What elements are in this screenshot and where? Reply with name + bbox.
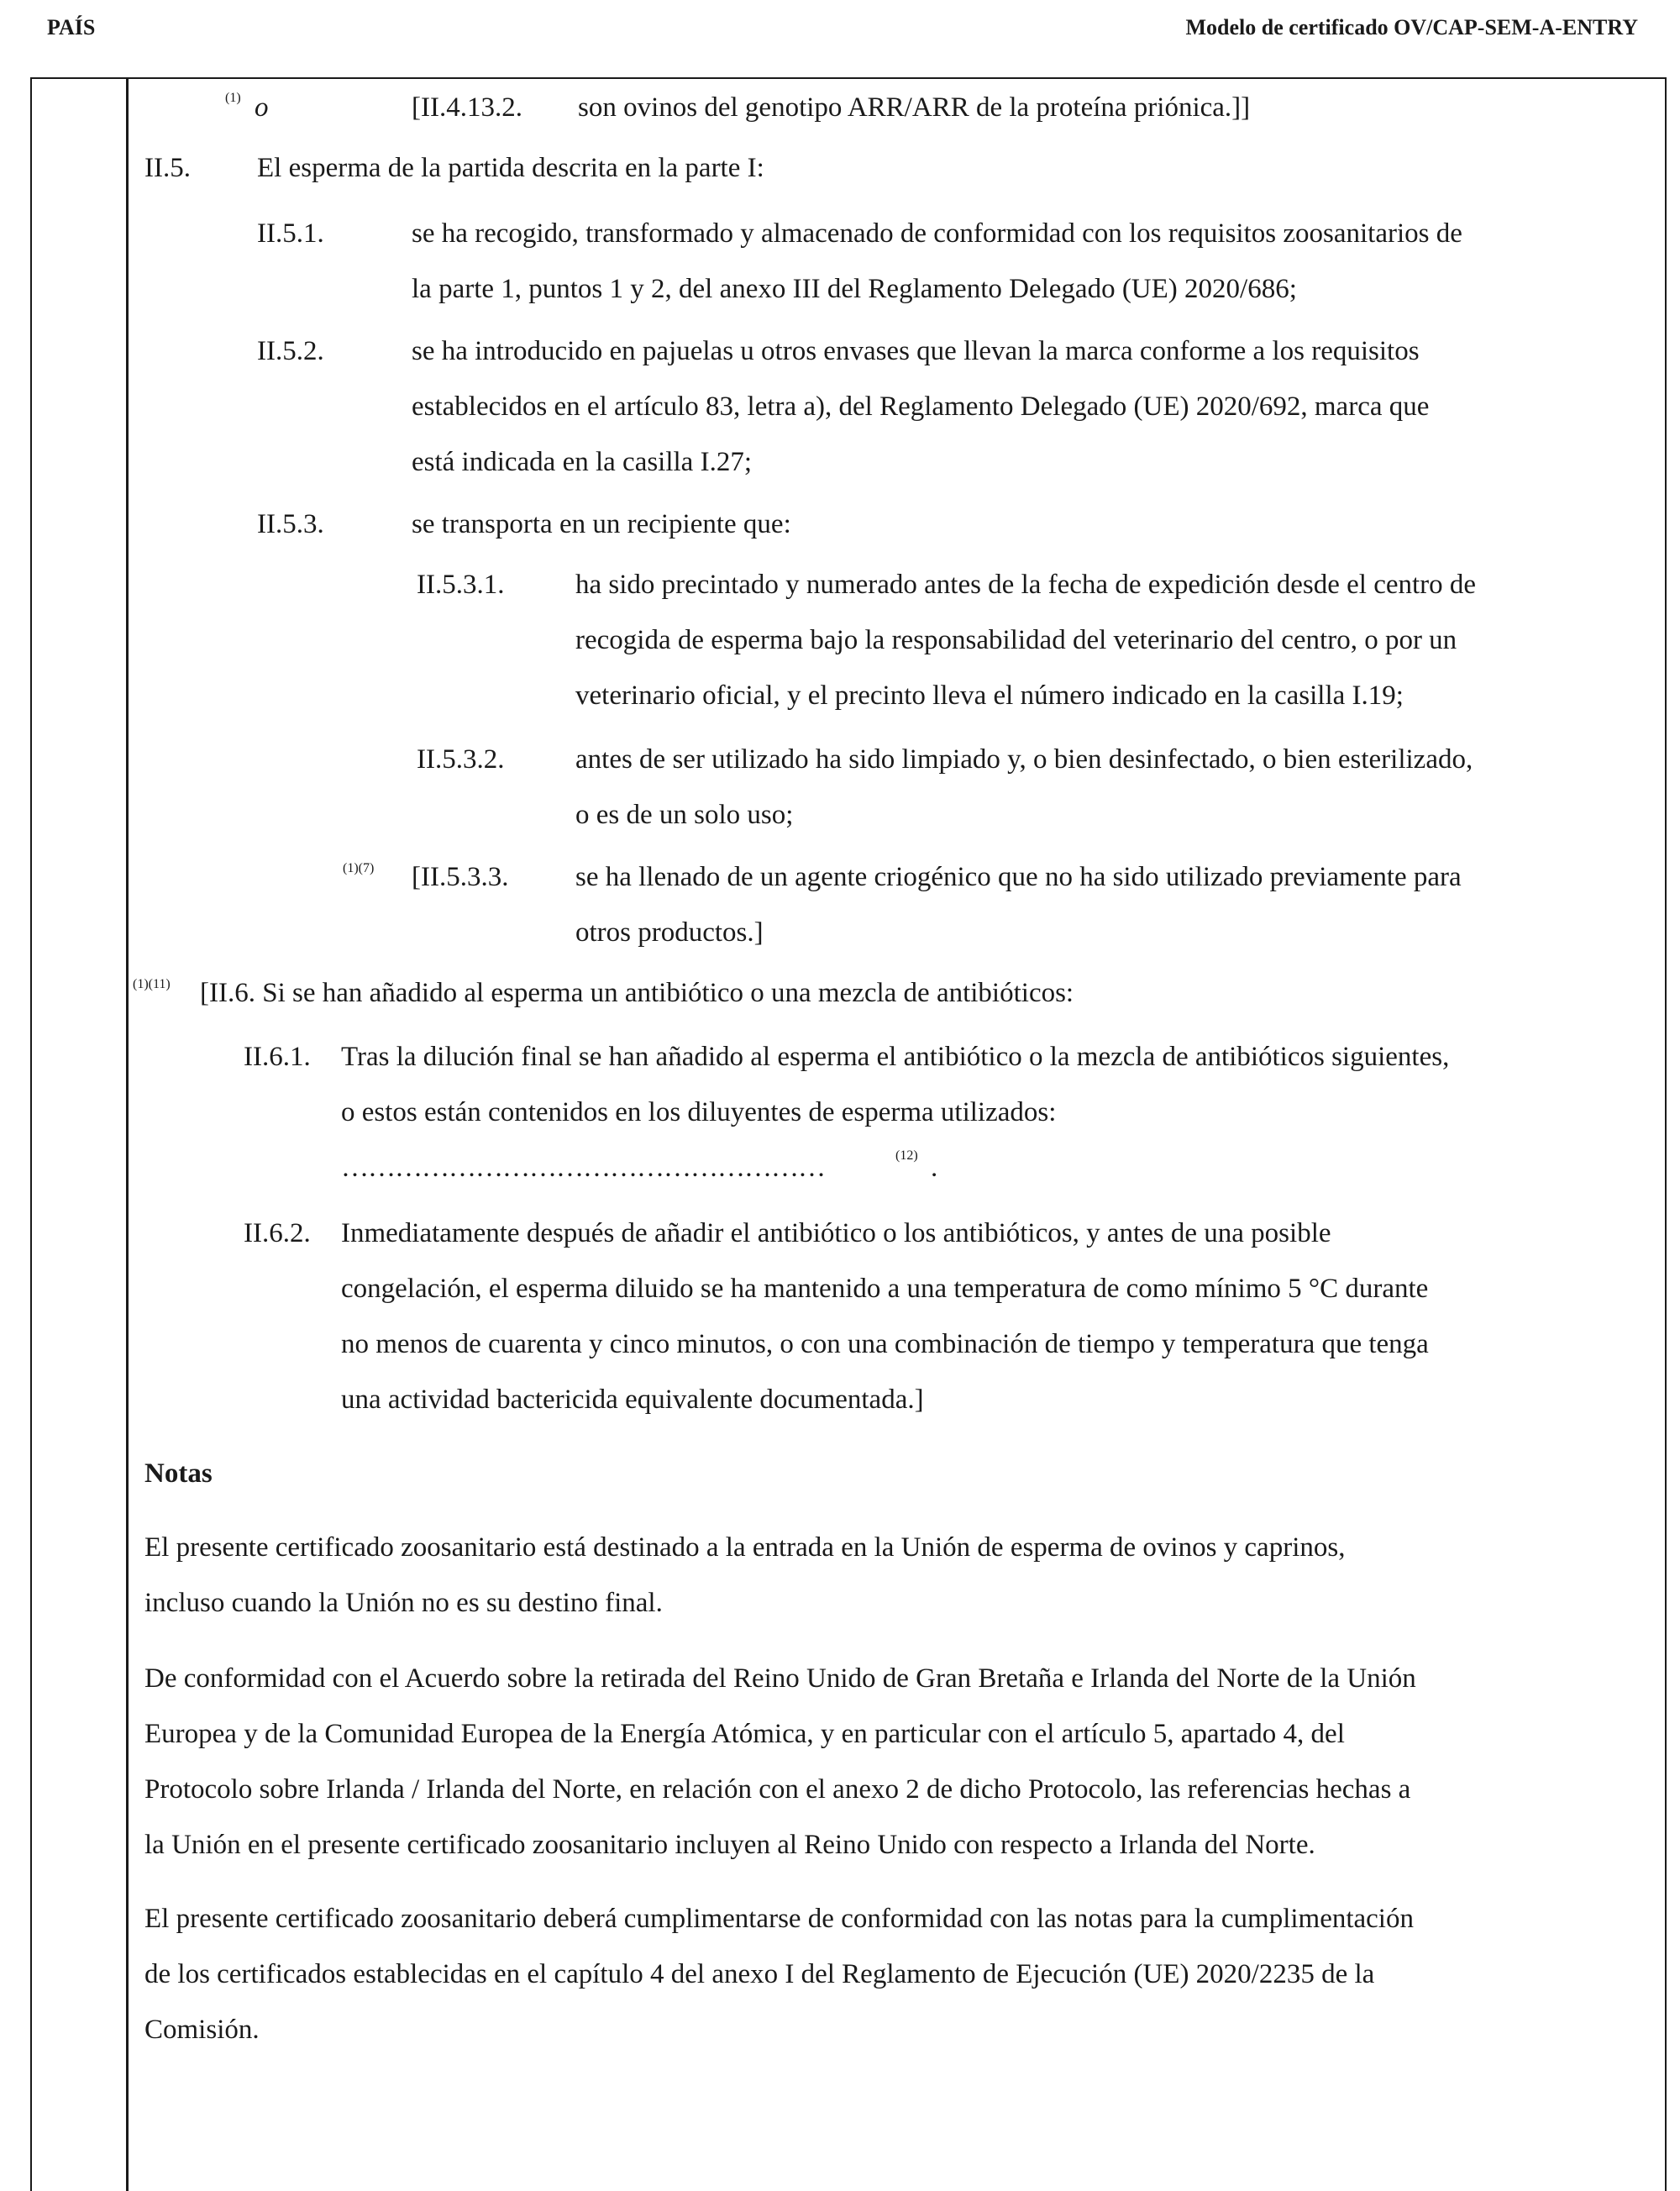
footnote-ref: (1)	[225, 91, 241, 105]
frame-top-line	[30, 77, 1667, 79]
frame-right-line	[1665, 77, 1667, 2191]
section-text-line: establecidos en el artículo 83, letra a), del Reglamento Delegado (UE) 2020/692, marca que	[412, 391, 1430, 422]
notes-paragraph-line: Europea y de la Comunidad Europea de la Energía Atómica, y en particular con el artículo 5, apartado 4, del	[144, 1719, 1345, 1749]
section-number: II.5.1.	[257, 218, 324, 249]
section-number: [II.4.13.2.	[412, 92, 522, 123]
section-text-line: no menos de cuarenta y cinco minutos, o con una combinación de tiempo y temperatura que tenga	[341, 1329, 1429, 1359]
section-text-line: se ha llenado de un agente criogénico que no ha sido utilizado previamente para	[575, 862, 1462, 892]
section-text: [II.6. Si se han añadido al esperma un antibiótico o una mezcla de antibióticos:	[200, 978, 1074, 1008]
footnote-ref: (12)	[895, 1148, 918, 1163]
section-text-line: o estos están contenidos en los diluyentes de esperma utilizados:	[341, 1097, 1057, 1127]
section-number: II.5.3.2.	[417, 744, 505, 775]
section-text-line: o es de un solo uso;	[575, 800, 794, 830]
notes-paragraph-line: incluso cuando la Unión no es su destino final.	[144, 1588, 663, 1618]
section-text-line: ha sido precintado y numerado antes de la fecha de expedición desde el centro de	[575, 570, 1477, 600]
section-number: II.6.1.	[244, 1042, 311, 1072]
line-end-period: .	[931, 1153, 938, 1183]
section-text-line: congelación, el esperma diluido se ha mantenido a una temperatura de como mínimo 5 °C durante	[341, 1274, 1429, 1304]
section-text-line: está indicada en la casilla I.27;	[412, 447, 752, 477]
section-text-line: recogida de esperma bajo la responsabilidad del veterinario del centro, o por un	[575, 625, 1457, 655]
antibiotic-dotted-blank: ………………………………………………	[341, 1153, 825, 1183]
certificate-model-label: Modelo de certificado OV/CAP-SEM-A-ENTRY	[1185, 15, 1638, 39]
frame-left-line	[30, 77, 32, 2191]
section-text-line: Inmediatamente después de añadir el antibiótico o los antibióticos, y antes de una posible	[341, 1218, 1331, 1248]
section-text-line: antes de ser utilizado ha sido limpiado y, o bien desinfectado, o bien esterilizado,	[575, 744, 1473, 775]
section-text: se transporta en un recipiente que:	[412, 509, 791, 539]
section-number: II.5.3.	[257, 509, 324, 539]
section-number: II.5.	[144, 153, 191, 183]
footnote-ref: (1)(11)	[133, 977, 171, 991]
notes-paragraph-line: De conformidad con el Acuerdo sobre la retirada del Reino Unido de Gran Bretaña e Irlanda del Norte de la Unión	[144, 1663, 1416, 1694]
section-text-line: una actividad bactericida equivalente documentada.]	[341, 1384, 924, 1415]
section-number: II.6.2.	[244, 1218, 311, 1248]
notes-title: Notas	[144, 1458, 213, 1489]
section-text-line: se ha recogido, transformado y almacenado de conformidad con los requisitos zoosanitarios de	[412, 218, 1462, 249]
notes-paragraph-line: Protocolo sobre Irlanda / Irlanda del Norte, en relación con el anexo 2 de dicho Protocolo, las referencias hechas a	[144, 1774, 1411, 1805]
section-text-line: Tras la dilución final se han añadido al esperma el antibiótico o la mezcla de antibióticos siguientes,	[341, 1042, 1450, 1072]
section-text: El esperma de la partida descrita en la parte I:	[257, 153, 764, 183]
notes-paragraph-line: El presente certificado zoosanitario está destinado a la entrada en la Unión de esperma de ovinos y caprinos,	[144, 1532, 1346, 1563]
section-text-line: veterinario oficial, y el precinto lleva el número indicado en la casilla I.19;	[575, 680, 1404, 711]
country-label: PAÍS	[47, 15, 96, 39]
section-text: son ovinos del genotipo ARR/ARR de la proteína priónica.]]	[578, 92, 1251, 123]
section-text-line: otros productos.]	[575, 917, 764, 948]
alternative-marker: o	[255, 92, 269, 123]
notes-paragraph-line: la Unión en el presente certificado zoosanitario incluyen al Reino Unido con respecto a Irlanda del Norte.	[144, 1830, 1315, 1860]
section-number: II.5.2.	[257, 336, 324, 366]
notes-paragraph-line: Comisión.	[144, 2015, 260, 2045]
footnote-ref: (1)(7)	[343, 861, 375, 875]
section-text-line: la parte 1, puntos 1 y 2, del anexo III del Reglamento Delegado (UE) 2020/686;	[412, 274, 1297, 304]
section-number: II.5.3.1.	[417, 570, 505, 600]
notes-paragraph-line: de los certificados establecidas en el capítulo 4 del anexo I del Reglamento de Ejecución (UE) 2020/2235 de la	[144, 1959, 1375, 1989]
section-text-line: se ha introducido en pajuelas u otros envases que llevan la marca conforme a los requisitos	[412, 336, 1420, 366]
notes-paragraph-line: El presente certificado zoosanitario deberá cumplimentarse de conformidad con las notas para la cumplimentación	[144, 1904, 1414, 1934]
section-number: [II.5.3.3.	[412, 862, 509, 892]
frame-inner-line	[126, 77, 129, 2191]
